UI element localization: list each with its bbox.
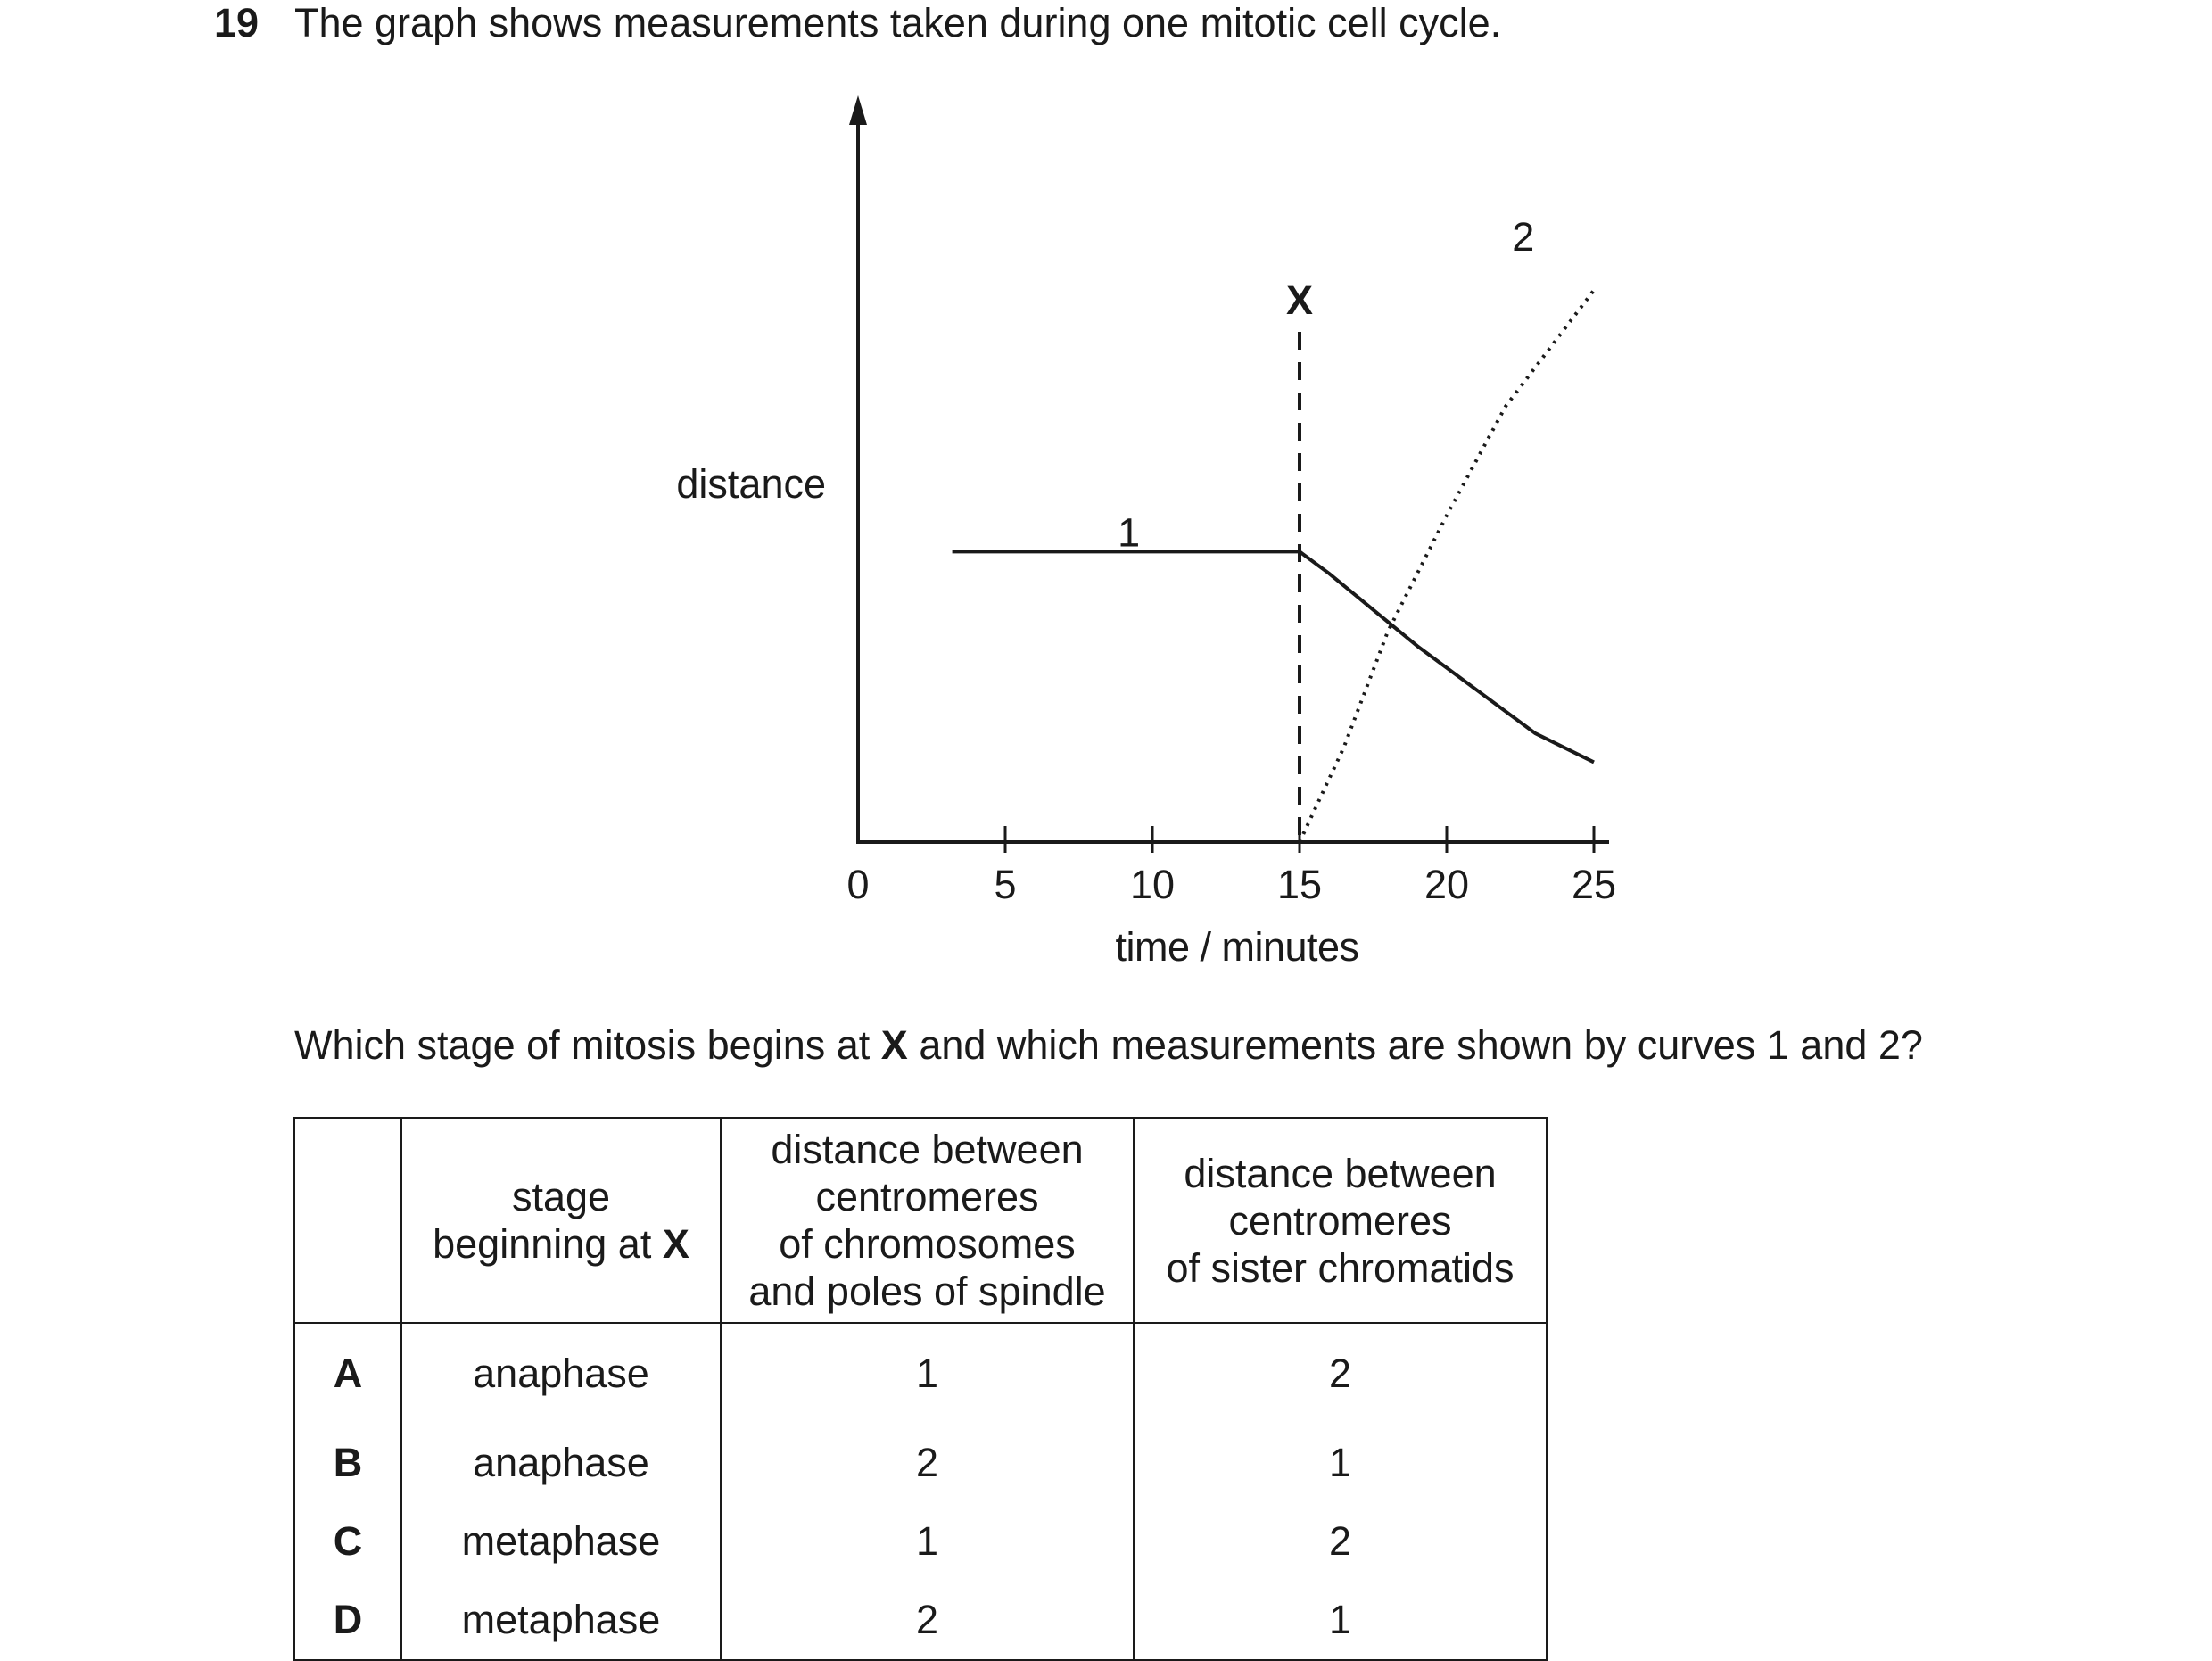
option-letter[interactable]: A [294,1323,401,1424]
y-axis-arrow-icon [849,95,867,125]
header-stage-text: stage beginning at [433,1174,652,1267]
prompt-marker-x: X [880,1022,908,1068]
table-row[interactable] [294,1424,1547,1502]
header-chromosome-pole-distance: distance between centromeres of chromosomes and poles of spindle [721,1118,1134,1323]
answer-options-table [293,1117,1548,1661]
curve-1-line [953,551,1594,762]
option-curve-chromosome-pole: 1 [721,1502,1134,1581]
table-header-row [294,1118,1547,1323]
option-stage: metaphase [401,1581,721,1660]
option-curve-chromatid: 2 [1134,1323,1547,1424]
option-stage: anaphase [401,1323,721,1424]
x-tick-label: 0 [846,862,870,907]
header-stage-marker: X [662,1221,689,1267]
table-row[interactable] [294,1502,1547,1581]
curve-2-line [1300,290,1594,842]
x-tick-label: 10 [1129,862,1176,907]
header-stage [401,1118,721,1323]
curve-1-label: 1 [1118,509,1141,556]
question-prompt [294,1022,1923,1069]
question-number: 19 [214,0,260,45]
option-curve-chromosome-pole: 2 [721,1581,1134,1660]
x-axis-label: time / minutes [1115,924,1359,970]
option-curve-chromatid: 1 [1134,1581,1547,1660]
option-letter[interactable]: B [294,1424,401,1502]
x-tick-label: 20 [1424,862,1470,907]
option-curve-chromatid: 2 [1134,1502,1547,1581]
y-axis-label: distance [676,461,826,507]
table-row[interactable] [294,1323,1547,1424]
x-tick-label: 25 [1571,862,1617,907]
option-stage: metaphase [401,1502,721,1581]
prompt-text-after: and which measurements are shown by curves 1 and 2? [907,1022,1923,1068]
option-curve-chromatid: 1 [1134,1424,1547,1502]
marker-x-label: X [1285,277,1314,323]
x-tick-label: 5 [994,862,1017,907]
option-curve-chromosome-pole: 2 [721,1424,1134,1502]
prompt-text-before: Which stage of mitosis begins at [294,1022,881,1068]
option-stage: anaphase [401,1424,721,1502]
option-letter[interactable]: C [294,1502,401,1581]
table-row[interactable] [294,1581,1547,1660]
header-chromatid-distance: distance between centromeres of sister chromatids [1134,1118,1547,1323]
curve-2-label: 2 [1512,213,1535,260]
option-curve-chromosome-pole: 1 [721,1323,1134,1424]
x-tick-label: 15 [1276,862,1323,907]
header-empty-cell [294,1118,401,1323]
option-letter[interactable]: D [294,1581,401,1660]
question-stem: The graph shows measurements taken during one mitotic cell cycle. [294,0,1502,45]
